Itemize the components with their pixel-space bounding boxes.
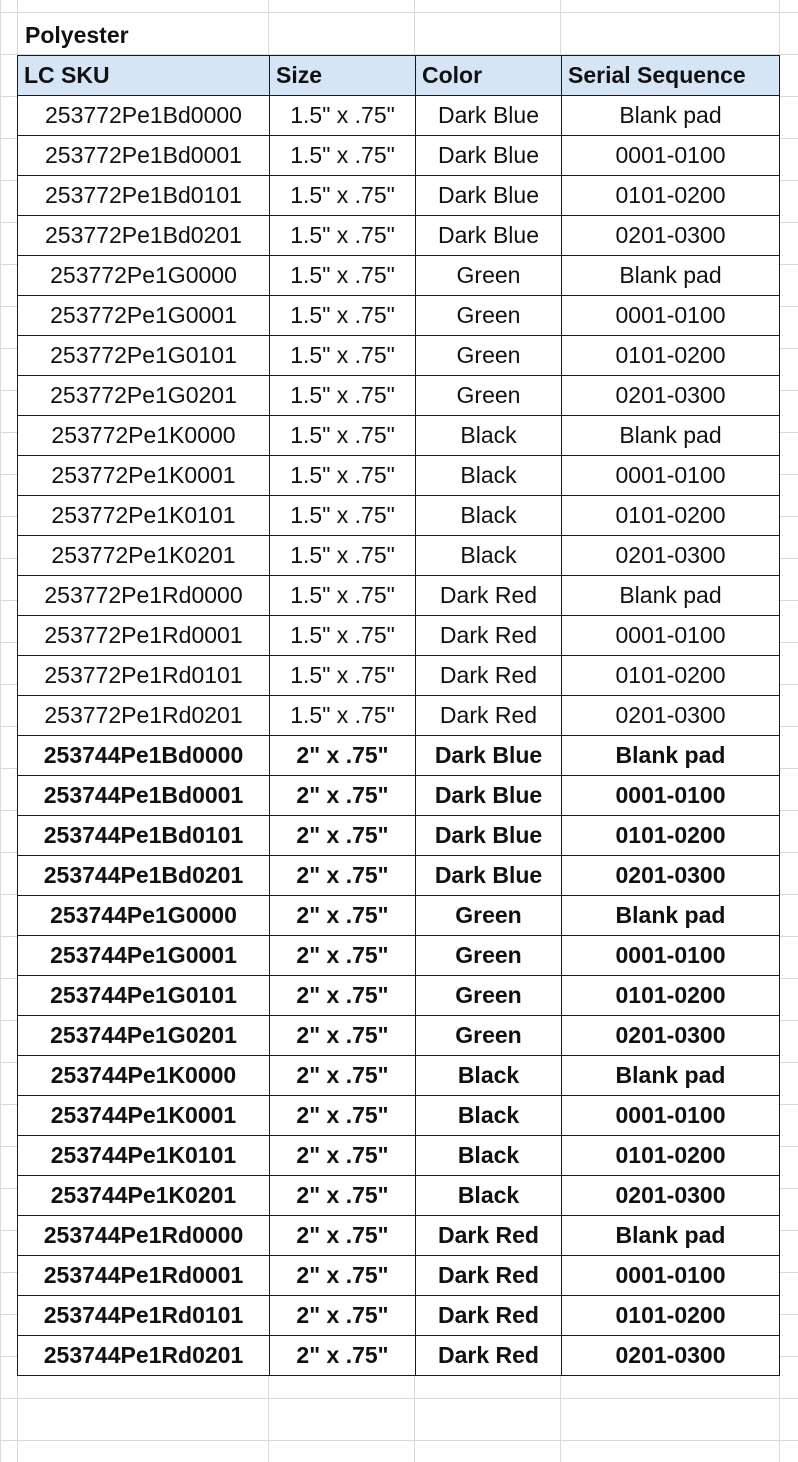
size-cell[interactable]: 2" x .75"	[270, 1056, 416, 1096]
table-row	[18, 696, 780, 736]
color-cell[interactable]: Green	[416, 376, 562, 416]
serial-sequence-cell[interactable]: Blank pad	[562, 416, 780, 456]
table-row	[18, 376, 780, 416]
size-cell[interactable]: 1.5" x .75"	[270, 656, 416, 696]
size-cell[interactable]: 1.5" x .75"	[270, 496, 416, 536]
size-cell[interactable]: 2" x .75"	[270, 816, 416, 856]
sku-cell[interactable]: 253744Pe1K0001	[18, 1096, 270, 1136]
color-cell[interactable]: Dark Red	[416, 616, 562, 656]
sku-cell[interactable]: 253744Pe1Rd0101	[18, 1296, 270, 1336]
sku-cell[interactable]: 253744Pe1Bd0000	[18, 736, 270, 776]
serial-sequence-cell[interactable]: 0201-0300	[562, 1336, 780, 1376]
color-cell[interactable]: Black	[416, 536, 562, 576]
color-cell[interactable]: Green	[416, 296, 562, 336]
size-cell[interactable]: 1.5" x .75"	[270, 296, 416, 336]
sku-cell[interactable]: 253772Pe1G0000	[18, 256, 270, 296]
sku-cell[interactable]: 253772Pe1Bd0001	[18, 136, 270, 176]
serial-sequence-cell[interactable]: 0201-0300	[562, 1176, 780, 1216]
serial-sequence-cell[interactable]: 0101-0200	[562, 176, 780, 216]
color-cell[interactable]: Dark Red	[416, 696, 562, 736]
color-cell[interactable]: Black	[416, 1136, 562, 1176]
serial-sequence-cell[interactable]: 0101-0200	[562, 816, 780, 856]
table-body	[18, 96, 780, 1376]
serial-sequence-cell[interactable]: 0101-0200	[562, 1296, 780, 1336]
sku-cell[interactable]: 253744Pe1G0000	[18, 896, 270, 936]
table-row	[18, 1336, 780, 1376]
size-cell[interactable]: 1.5" x .75"	[270, 336, 416, 376]
color-cell[interactable]: Dark Blue	[416, 736, 562, 776]
sku-cell[interactable]: 253744Pe1G0201	[18, 1016, 270, 1056]
sku-cell[interactable]: 253744Pe1K0101	[18, 1136, 270, 1176]
size-cell[interactable]: 1.5" x .75"	[270, 416, 416, 456]
size-cell[interactable]: 2" x .75"	[270, 936, 416, 976]
table-row	[18, 776, 780, 816]
size-cell[interactable]: 2" x .75"	[270, 856, 416, 896]
size-cell[interactable]: 1.5" x .75"	[270, 376, 416, 416]
sku-table	[17, 55, 780, 1376]
size-cell[interactable]: 1.5" x .75"	[270, 96, 416, 136]
sku-cell[interactable]: 253772Pe1Rd0001	[18, 616, 270, 656]
header-cell-serial-sequence[interactable]: Serial Sequence	[562, 56, 780, 96]
sku-cell[interactable]: 253772Pe1Rd0201	[18, 696, 270, 736]
table-row	[18, 936, 780, 976]
size-cell[interactable]: 1.5" x .75"	[270, 536, 416, 576]
size-cell[interactable]: 2" x .75"	[270, 1216, 416, 1256]
size-cell[interactable]: 1.5" x .75"	[270, 616, 416, 656]
table-row	[18, 1296, 780, 1336]
table-row	[18, 656, 780, 696]
serial-sequence-cell[interactable]: Blank pad	[562, 576, 780, 616]
table-row	[18, 256, 780, 296]
sku-cell[interactable]: 253744Pe1Bd0101	[18, 816, 270, 856]
size-cell[interactable]: 1.5" x .75"	[270, 576, 416, 616]
sku-cell[interactable]: 253772Pe1Bd0201	[18, 216, 270, 256]
color-cell[interactable]: Dark Blue	[416, 216, 562, 256]
color-cell[interactable]: Green	[416, 256, 562, 296]
size-cell[interactable]: 2" x .75"	[270, 1136, 416, 1176]
table-row	[18, 1176, 780, 1216]
serial-sequence-cell[interactable]: 0101-0200	[562, 976, 780, 1016]
sku-cell[interactable]: 253744Pe1Rd0001	[18, 1256, 270, 1296]
table-row	[18, 816, 780, 856]
sku-cell[interactable]: 253744Pe1Rd0000	[18, 1216, 270, 1256]
header-cell-size[interactable]: Size	[270, 56, 416, 96]
table-row	[18, 456, 780, 496]
size-cell[interactable]: 2" x .75"	[270, 1296, 416, 1336]
size-cell[interactable]: 1.5" x .75"	[270, 696, 416, 736]
color-cell[interactable]: Dark Red	[416, 656, 562, 696]
table-row	[18, 856, 780, 896]
table-row	[18, 1056, 780, 1096]
color-cell[interactable]: Black	[416, 496, 562, 536]
sku-cell[interactable]: 253744Pe1Rd0201	[18, 1336, 270, 1376]
sku-cell[interactable]: 253772Pe1K0001	[18, 456, 270, 496]
table-row	[18, 496, 780, 536]
sheet-title[interactable]: Polyester	[25, 22, 129, 48]
color-cell[interactable]: Dark Red	[416, 1216, 562, 1256]
color-cell[interactable]: Dark Blue	[416, 856, 562, 896]
size-cell[interactable]: 1.5" x .75"	[270, 136, 416, 176]
color-cell[interactable]: Green	[416, 936, 562, 976]
table-row	[18, 176, 780, 216]
sku-cell[interactable]: 253772Pe1K0000	[18, 416, 270, 456]
serial-sequence-cell[interactable]: 0001-0100	[562, 1256, 780, 1296]
sku-cell[interactable]: 253744Pe1K0000	[18, 1056, 270, 1096]
sku-cell[interactable]: 253744Pe1G0001	[18, 936, 270, 976]
table-row	[18, 576, 780, 616]
color-cell[interactable]: Green	[416, 1016, 562, 1056]
sku-cell[interactable]: 253744Pe1G0101	[18, 976, 270, 1016]
serial-sequence-cell[interactable]: 0001-0100	[562, 456, 780, 496]
header-cell-lc-sku[interactable]: LC SKU	[18, 56, 270, 96]
color-cell[interactable]: Green	[416, 976, 562, 1016]
table-row	[18, 216, 780, 256]
size-cell[interactable]: 2" x .75"	[270, 1256, 416, 1296]
color-cell[interactable]: Dark Red	[416, 1296, 562, 1336]
serial-sequence-cell[interactable]: 0001-0100	[562, 616, 780, 656]
table-row	[18, 1136, 780, 1176]
color-cell[interactable]: Dark Red	[416, 576, 562, 616]
sku-cell[interactable]: 253772Pe1K0201	[18, 536, 270, 576]
serial-sequence-cell[interactable]: 0201-0300	[562, 696, 780, 736]
serial-sequence-cell[interactable]: 0001-0100	[562, 1096, 780, 1136]
color-cell[interactable]: Black	[416, 1056, 562, 1096]
size-cell[interactable]: 2" x .75"	[270, 736, 416, 776]
serial-sequence-cell[interactable]: 0001-0100	[562, 136, 780, 176]
serial-sequence-cell[interactable]: Blank pad	[562, 896, 780, 936]
serial-sequence-cell[interactable]: 0201-0300	[562, 856, 780, 896]
table-row	[18, 1096, 780, 1136]
table-row	[18, 1016, 780, 1056]
size-cell[interactable]: 1.5" x .75"	[270, 456, 416, 496]
table-row	[18, 616, 780, 656]
size-cell[interactable]: 1.5" x .75"	[270, 216, 416, 256]
serial-sequence-cell[interactable]: 0201-0300	[562, 216, 780, 256]
table-row	[18, 896, 780, 936]
table-row	[18, 136, 780, 176]
size-cell[interactable]: 2" x .75"	[270, 776, 416, 816]
table-row	[18, 536, 780, 576]
color-cell[interactable]: Dark Red	[416, 1336, 562, 1376]
serial-sequence-cell[interactable]: Blank pad	[562, 256, 780, 296]
color-cell[interactable]: Black	[416, 1096, 562, 1136]
serial-sequence-cell[interactable]: 0201-0300	[562, 1016, 780, 1056]
sku-cell[interactable]: 253772Pe1K0101	[18, 496, 270, 536]
sku-cell[interactable]: 253772Pe1G0001	[18, 296, 270, 336]
color-cell[interactable]: Green	[416, 336, 562, 376]
sku-cell[interactable]: 253772Pe1Rd0000	[18, 576, 270, 616]
table-row	[18, 736, 780, 776]
serial-sequence-cell[interactable]: Blank pad	[562, 736, 780, 776]
color-cell[interactable]: Dark Blue	[416, 176, 562, 216]
sku-cell[interactable]: 253772Pe1Bd0101	[18, 176, 270, 216]
size-cell[interactable]: 2" x .75"	[270, 896, 416, 936]
color-cell[interactable]: Dark Red	[416, 1256, 562, 1296]
serial-sequence-cell[interactable]: 0001-0100	[562, 936, 780, 976]
color-cell[interactable]: Dark Blue	[416, 816, 562, 856]
table-row	[18, 976, 780, 1016]
size-cell[interactable]: 2" x .75"	[270, 976, 416, 1016]
color-cell[interactable]: Dark Blue	[416, 776, 562, 816]
size-cell[interactable]: 2" x .75"	[270, 1096, 416, 1136]
serial-sequence-cell[interactable]: 0101-0200	[562, 656, 780, 696]
serial-sequence-cell[interactable]: 0201-0300	[562, 376, 780, 416]
serial-sequence-cell[interactable]: 0101-0200	[562, 496, 780, 536]
size-cell[interactable]: 2" x .75"	[270, 1176, 416, 1216]
color-cell[interactable]: Black	[416, 456, 562, 496]
color-cell[interactable]: Dark Blue	[416, 136, 562, 176]
table-row	[18, 296, 780, 336]
table-row	[18, 336, 780, 376]
sku-cell[interactable]: 253744Pe1Bd0201	[18, 856, 270, 896]
serial-sequence-cell[interactable]: 0101-0200	[562, 336, 780, 376]
header-cell-color[interactable]: Color	[416, 56, 562, 96]
serial-sequence-cell[interactable]: 0001-0100	[562, 296, 780, 336]
size-cell[interactable]: 1.5" x .75"	[270, 256, 416, 296]
header-row	[18, 56, 780, 96]
sku-cell[interactable]: 253772Pe1G0201	[18, 376, 270, 416]
serial-sequence-cell[interactable]: Blank pad	[562, 96, 780, 136]
serial-sequence-cell[interactable]: 0001-0100	[562, 776, 780, 816]
serial-sequence-cell[interactable]: 0101-0200	[562, 1136, 780, 1176]
color-cell[interactable]: Black	[416, 416, 562, 456]
table-row	[18, 1256, 780, 1296]
size-cell[interactable]: 2" x .75"	[270, 1336, 416, 1376]
sku-cell[interactable]: 253744Pe1Bd0001	[18, 776, 270, 816]
table-row	[18, 416, 780, 456]
sku-cell[interactable]: 253772Pe1Bd0000	[18, 96, 270, 136]
table-row	[18, 96, 780, 136]
serial-sequence-cell[interactable]: Blank pad	[562, 1216, 780, 1256]
color-cell[interactable]: Green	[416, 896, 562, 936]
size-cell[interactable]: 2" x .75"	[270, 1016, 416, 1056]
size-cell[interactable]: 1.5" x .75"	[270, 176, 416, 216]
sku-cell[interactable]: 253772Pe1G0101	[18, 336, 270, 376]
sku-cell[interactable]: 253744Pe1K0201	[18, 1176, 270, 1216]
sku-cell[interactable]: 253772Pe1Rd0101	[18, 656, 270, 696]
serial-sequence-cell[interactable]: 0201-0300	[562, 536, 780, 576]
color-cell[interactable]: Black	[416, 1176, 562, 1216]
color-cell[interactable]: Dark Blue	[416, 96, 562, 136]
table-row	[18, 1216, 780, 1256]
serial-sequence-cell[interactable]: Blank pad	[562, 1056, 780, 1096]
